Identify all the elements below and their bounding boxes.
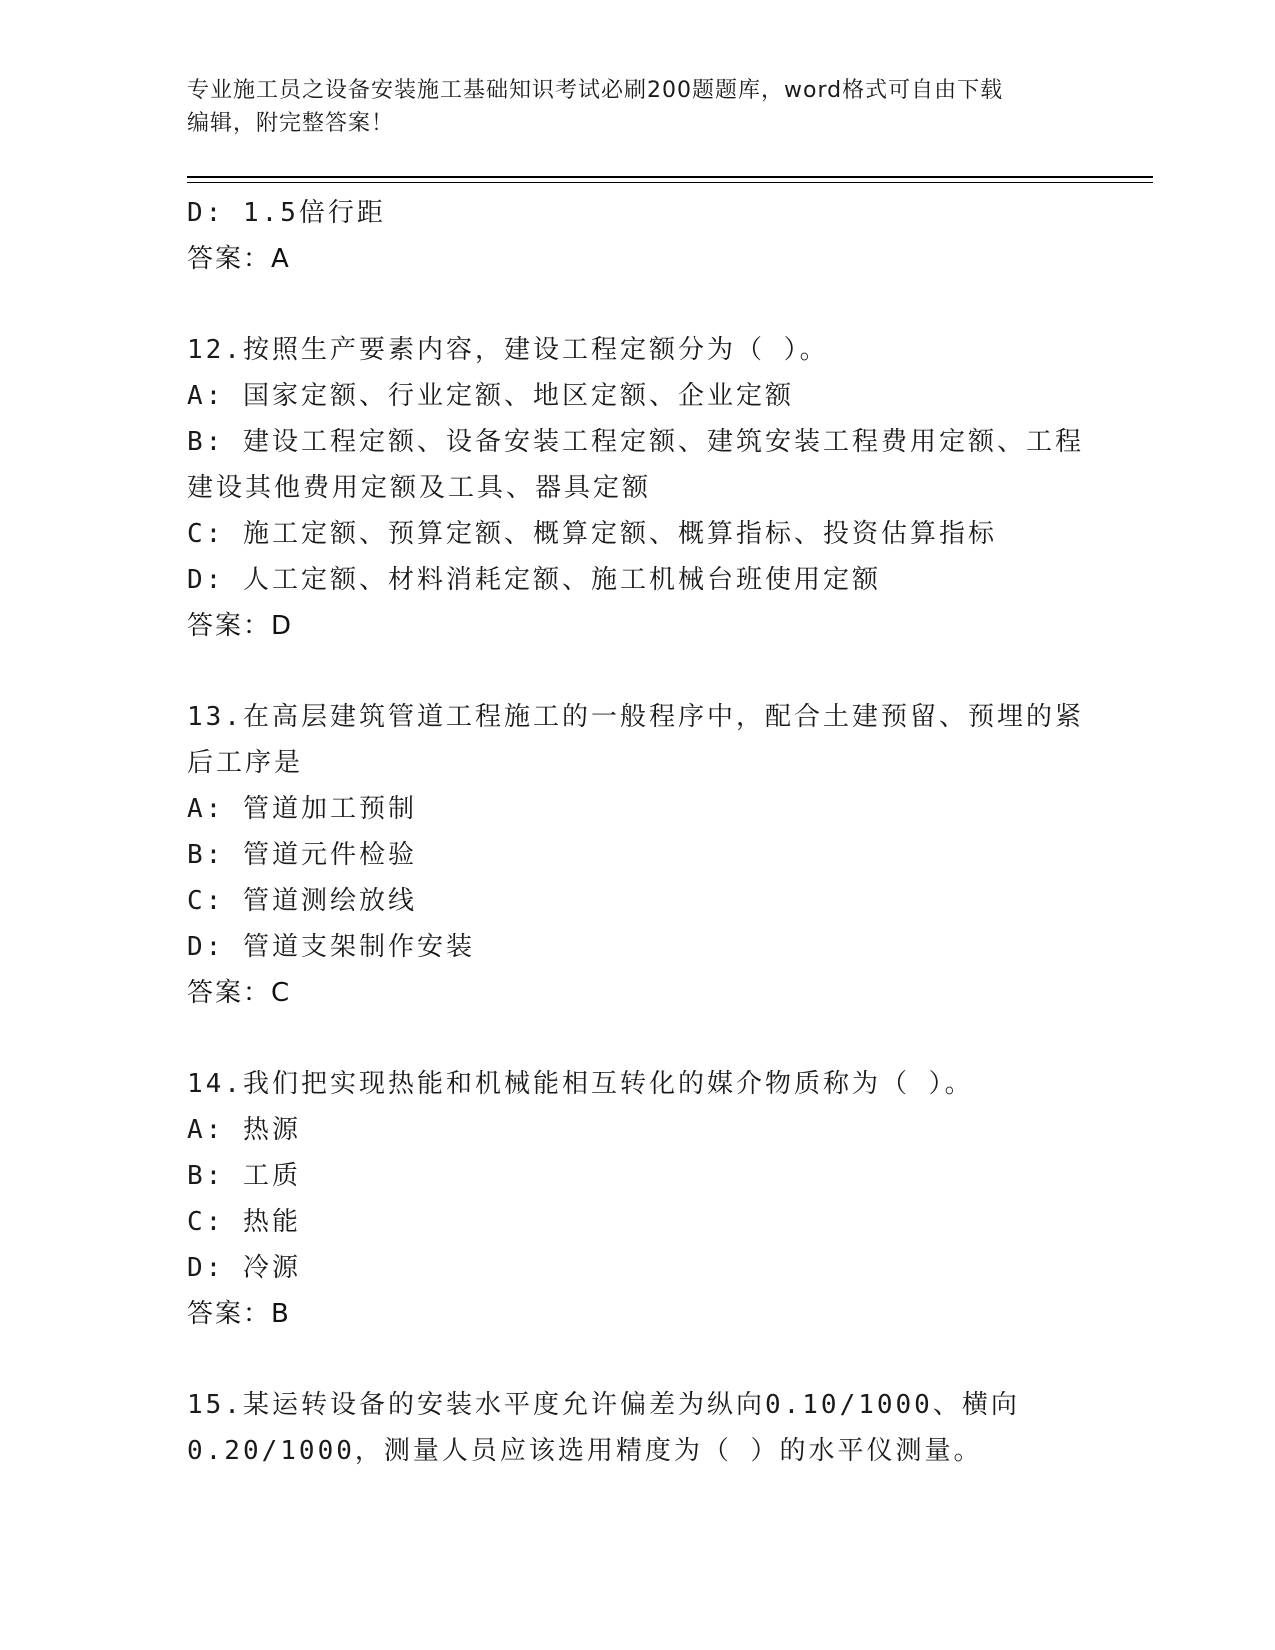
question-11-tail: [187, 190, 1087, 282]
header-rule-thick: [187, 176, 1153, 178]
answer: 答案：D: [187, 611, 294, 641]
option-d: D: 管道支架制作安装: [187, 932, 475, 962]
option-c: C: 热能: [187, 1207, 301, 1237]
header-line-2: 编辑，附完整答案！: [187, 111, 395, 136]
question-text: 14.我们把实现热能和机械能相互转化的媒介物质称为（ ）。: [187, 1069, 974, 1099]
question-text: 13.在高层建筑管道工程施工的一般程序中，配合土建预留、预埋的紧: [187, 702, 1084, 732]
question-14: [187, 1061, 1087, 1337]
option-a: A: 管道加工预制: [187, 794, 417, 824]
option-c: C: 管道测绘放线: [187, 886, 417, 916]
option-b: B: 工质: [187, 1161, 301, 1191]
question-12: [187, 327, 1087, 649]
spacer: [187, 649, 1087, 694]
option-a: A: 热源: [187, 1115, 301, 1145]
option-b: B: 建设工程定额、设备安装工程定额、建筑安装工程费用定额、工程: [187, 427, 1084, 457]
question-text: 15.某运转设备的安装水平度允许偏差为纵向0.10/1000、横向: [187, 1390, 1020, 1420]
question-13: [187, 694, 1087, 1016]
option-b-continued: 建设其他费用定额及工具、器具定额: [187, 473, 652, 503]
spacer: [187, 282, 1087, 327]
spacer: [187, 1337, 1087, 1382]
question-15: [187, 1382, 1087, 1474]
document-body: [187, 190, 1087, 1474]
header-rule-thin: [187, 182, 1153, 183]
option-d: D: 人工定额、材料消耗定额、施工机械台班使用定额: [187, 565, 881, 595]
header-line-1: 专业施工员之设备安装施工基础知识考试必刷200题题库，word格式可自由下载: [187, 78, 1004, 103]
option-d: D: 冷源: [187, 1253, 301, 1283]
answer: 答案：A: [187, 244, 291, 274]
option-c: C: 施工定额、预算定额、概算定额、概算指标、投资估算指标: [187, 519, 997, 549]
question-text: 12.按照生产要素内容，建设工程定额分为（ ）。: [187, 335, 829, 365]
spacer: [187, 1016, 1087, 1061]
option-a: A: 国家定额、行业定额、地区定额、企业定额: [187, 381, 794, 411]
answer: 答案：C: [187, 978, 292, 1008]
document-header: [187, 74, 1087, 140]
option-b: B: 管道元件检验: [187, 840, 417, 870]
question-text-continued: 后工序是: [187, 748, 304, 778]
answer: 答案：B: [187, 1299, 291, 1329]
question-text-continued: 0.20/1000，测量人员应该选用精度为（ ）的水平仪测量。: [187, 1436, 983, 1466]
option-d: D: 1.5倍行距: [187, 198, 386, 228]
